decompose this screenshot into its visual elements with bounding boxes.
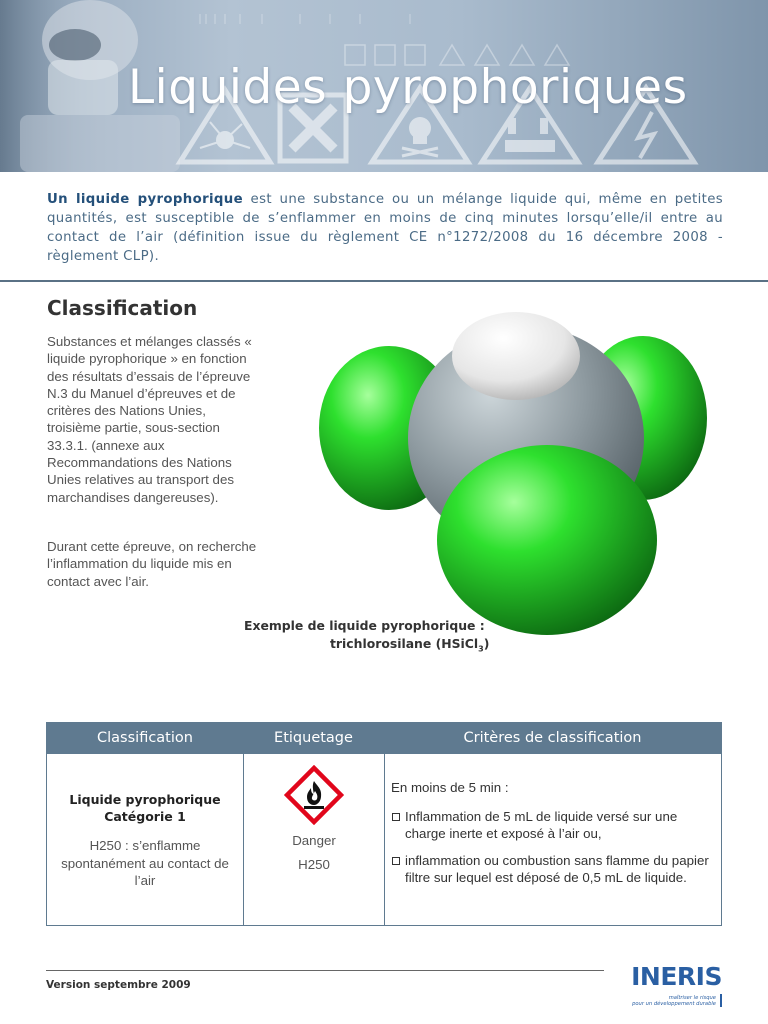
- intro-text: est une substance ou un mélange liquide qui, même en petites quantités, est susceptible de s’enflammer en moins de cinq minutes lorsqu’elle/il entre au contact de l’air (définition issue du règlement CE n°1272/2008 du 16 décembre 2008 - règlement CLP).: [47, 192, 724, 264]
- column-divider: [384, 754, 385, 926]
- footer-divider: [46, 970, 604, 971]
- checkbox-bullet-icon: [392, 857, 400, 865]
- intro-term: Un liquide pyrophorique: [47, 192, 243, 207]
- version-label: Version septembre 2009: [46, 979, 191, 991]
- flame-ghs-pictogram-icon: [284, 765, 344, 825]
- classification-paragraph-1: Substances et mélanges classés « liquide pyrophorique » en fonction des résultats d’essais de l’épreuve N.3 du Manuel d’épreuves et de critères des Nations Unies, troisième partie, sous-section 33.3.1. (annexe aux Recommandations des Nations Unies relatives au transport des marchandises dangereuses).: [47, 334, 252, 505]
- header-classification: Classification: [97, 730, 193, 746]
- logo-tagline-1: maîtriser le risque: [668, 995, 716, 1001]
- ineris-logo: [612, 962, 724, 1010]
- classification-table: [46, 722, 722, 926]
- criterion-text: Inflammation de 5 mL de liquide versé sur une charge inerte et exposé à l’air ou,: [405, 809, 678, 841]
- chlorine-atom-front: [437, 445, 657, 635]
- page-title: Liquides pyrophoriques: [128, 60, 688, 115]
- logo-tagline-2: pour un développement durable: [632, 1001, 716, 1007]
- criterion-item: [391, 852, 716, 886]
- intro-definition: [47, 190, 723, 266]
- logo-wordmark: INERIS: [631, 962, 722, 991]
- header-criteres: Critères de classification: [463, 730, 642, 746]
- category-description: H250 : s’enflamme spontanément au contact de l’air: [61, 838, 229, 888]
- checkbox-bullet-icon: [392, 813, 400, 821]
- criterion-text: inflammation ou combustion sans flamme du papier filtre sur lequel est déposé de 0,5 mL de liquide.: [405, 853, 709, 885]
- trichlorosilane-molecule-image: [300, 300, 730, 640]
- header-etiquetage: Etiquetage: [274, 730, 353, 746]
- table-header-row: [47, 723, 721, 754]
- caption-formula: trichlorosilane (HSiCl: [330, 636, 479, 651]
- caption-line-1: Exemple de liquide pyrophorique :: [244, 618, 485, 633]
- caption-close: ): [483, 636, 490, 651]
- header-banner: [0, 0, 768, 172]
- section-title: Classification: [47, 296, 198, 320]
- signal-word: Danger: [292, 833, 336, 848]
- section-divider: [0, 280, 768, 282]
- criterion-item: [391, 808, 716, 842]
- classification-paragraph-2: Durant cette épreuve, on recherche l’inflammation du liquide mis en contact avec l’air.: [47, 539, 257, 589]
- figure-caption: [244, 617, 544, 658]
- criteria-intro: En moins de 5 min :: [391, 780, 509, 795]
- logo-bar: [720, 994, 722, 1007]
- caption-line-2: [244, 635, 544, 658]
- category-name: Liquide pyrophorique Catégorie 1: [69, 792, 221, 824]
- hazard-code: H250: [298, 857, 330, 872]
- hydrogen-atom: [452, 312, 580, 400]
- caption-subscript: 3: [478, 644, 484, 654]
